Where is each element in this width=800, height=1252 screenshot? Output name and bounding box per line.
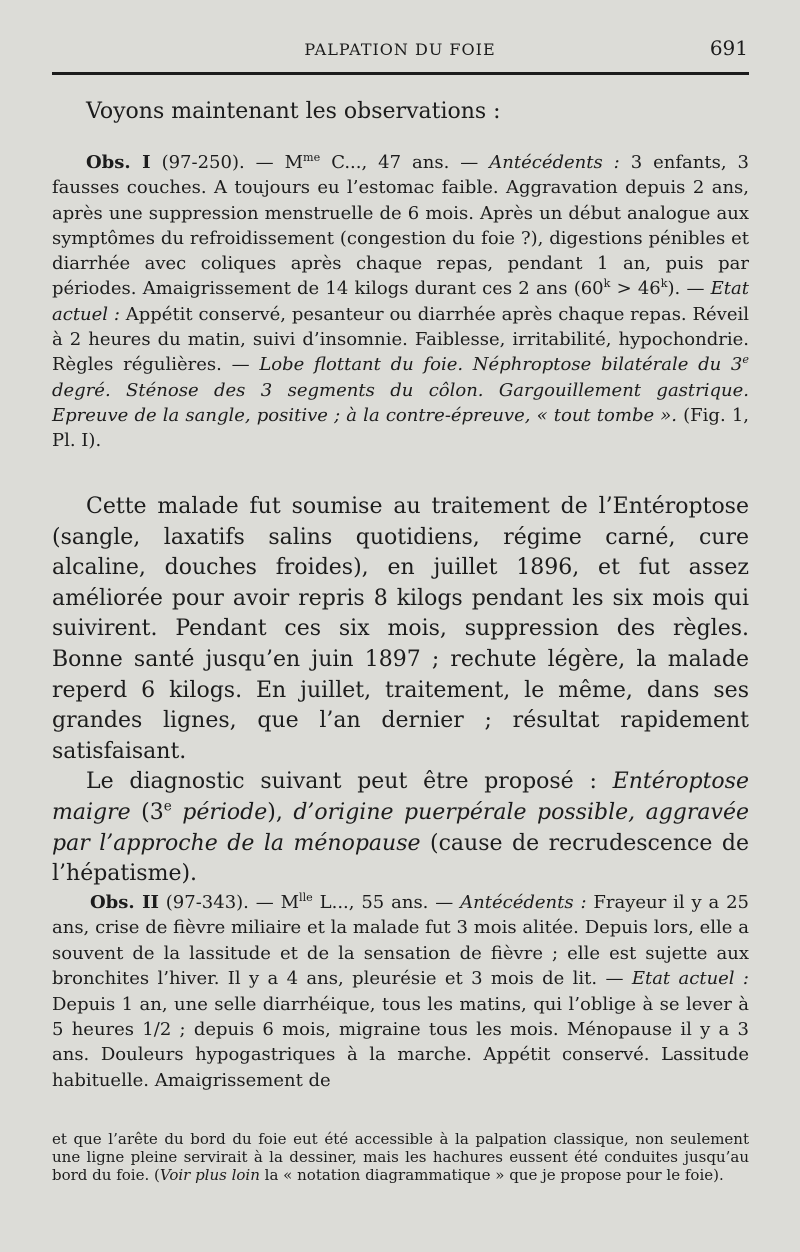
running-title: PALPATION DU FOIE — [304, 40, 496, 59]
obs1-fig: (Fig. 1, Pl. I). — [52, 404, 749, 452]
obs1-who: C..., 47 ans. — — [320, 152, 490, 173]
obs1-sup-k1: k — [603, 277, 611, 291]
case-p2-italic2: période — [171, 799, 268, 825]
case-p2-mid1: (3 — [130, 799, 164, 825]
obs1-sup-e: e — [742, 353, 749, 367]
footnote-italic: Voir plus loin — [159, 1166, 260, 1184]
page-number: 691 — [709, 36, 748, 60]
lead-text: Voyons maintenant les observations : — [86, 99, 501, 124]
obs1-gt: > 46 — [610, 278, 661, 300]
obs2-label: Obs. II — [90, 892, 159, 913]
obs2-text2: Depuis 1 an, une selle diarrhéique, tous les matins, qui l’oblige à se lever à 5 heures 1/2 ; depuis 6 mois, migraine tous les mois. Ménopause il y a 3 ans. Douleurs hypogastriques à la marche. Appétit conservé. Lassitude habituelle. Amaigrissement de — [52, 993, 749, 1091]
footnote-text1: et que l’arête du bord du foie eut été accessible à la palpation classique, non seulement une ligne pleine servirait à la dessiner, mais les hachures eussent été conduites jusqu’au bord du foie. ( — [52, 1130, 749, 1184]
case-p2-sup: e — [163, 798, 172, 815]
case-p2-italic3: d’origine puerpérale possible, aggravée par l’approche de la ménopause — [52, 799, 749, 856]
obs1-antecedents-label: Antécédents : — [489, 152, 620, 173]
obs2-ref: (97-343). — M — [158, 892, 300, 913]
observation-1 — [52, 150, 749, 454]
case-p2-mid2: ), — [267, 799, 294, 825]
footnote-text — [52, 1130, 749, 1184]
case-p2-end: (cause de recrudescence de l’hépatisme). — [52, 830, 749, 887]
obs1-text1: 3 enfants, 3 fausses couches. A toujours eu l’estomac faible. Aggravation depuis 2 ans, après une suppression menstruelle de 6 mois. Après un début analogue aux symptômes du refroidissement (congestion du foie ?), digestions pénibles et diarrhée avec coliques après chaque repas, pendant 1 an, puis par périodes. Amaigrissement de 14 kilogs durant ces 2 ans (60 — [52, 152, 749, 300]
obs1-text2: ). — — [667, 278, 711, 300]
case-p2-start: Le diagnostic suivant peut être proposé : — [86, 769, 613, 795]
obs1-label: Obs. I — [86, 152, 151, 173]
footnote — [52, 1130, 749, 1184]
obs2-sup: lle — [299, 891, 313, 904]
obs2-antecedents-label: Antécédents : — [460, 892, 587, 913]
header-rule — [52, 72, 749, 75]
observation-1-text — [52, 150, 749, 454]
obs1-ref: (97-250). — M — [150, 152, 304, 173]
case-p2-italic1: Entéroptose maigre — [52, 769, 749, 825]
case-paragraph-2 — [52, 767, 749, 889]
obs2-text1: Frayeur il y a 25 ans, crise de fièvre miliaire et la malade fut 3 mois alitée. Depuis lors, elle a souvent de la lassitude et de la sensation de fièvre ; elle est sujette aux bronchites l’hiver. Il y a 4 ans, pleurésie et 3 mois de lit. — — [52, 892, 749, 990]
case-discussion — [52, 492, 749, 890]
lead-paragraph — [52, 96, 749, 128]
case-paragraph-1: Cette malade fut soumise au traitement de l’Entéroptose (sangle, laxatifs salins quotidiens, régime carné, cure alcaline, douches froides), en juillet 1896, et fut assez améliorée pour avoir repris 8 kilogs pendant les six mois qui suivirent. Pendant ces six mois, suppression des règles. Bonne santé jusqu’en juin 1897 ; rechute légère, la malade reperd 6 kilogs. En juillet, traitement, le même, dans ses grandes lignes, que l’an dernier ; résultat rapidement satisfaisant. — [52, 494, 749, 764]
observation-2-text — [52, 890, 749, 1093]
footnote-text2: la « notation diagrammatique » que je propose pour le foie). — [259, 1166, 724, 1184]
obs1-etat-label: Etat actuel : — [52, 278, 749, 325]
obs1-sup-k2: k — [660, 277, 668, 291]
obs1-italic1: Lobe flottant du foie. Néphroptose bilatérale du 3 — [259, 354, 743, 376]
obs2-etat-label: Etat actuel : — [631, 968, 749, 990]
observation-2 — [52, 890, 749, 1093]
obs1-sup: me — [303, 151, 321, 164]
obs1-text3: Appétit conservé, pesanteur ou diarrhée après chaque repas. Réveil à 2 heures du matin, suivi d’insomnie. Faiblesse, irritabilité, hypochondrie. Règles régulières. — — [52, 303, 749, 376]
obs2-who: L..., 55 ans. — — [312, 892, 461, 913]
page-header — [52, 34, 748, 66]
obs1-italic2: degré. Sténose des 3 segments du côlon. Gargouillement gastrique. Epreuve de la sangle, positive ; à la contre-épreuve, « tout tombe ». — [52, 379, 749, 426]
